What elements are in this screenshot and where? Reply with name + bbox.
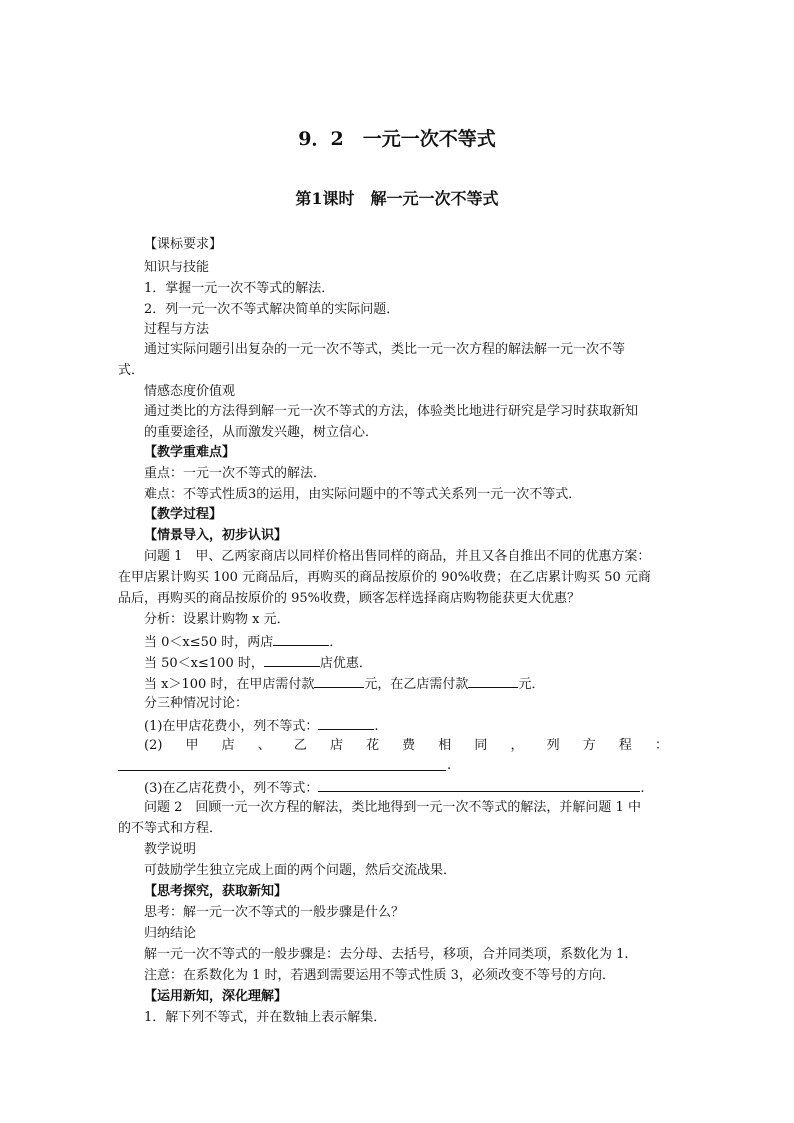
subheading-knowledge: 知识与技能 — [144, 260, 210, 275]
lesson-subtitle: 第1课时 解一元一次不等式 — [295, 189, 499, 208]
knowledge-item-1: 1．掌握一元一次不等式的解法． — [144, 281, 335, 296]
subheading-process: 过程与方法 — [144, 322, 210, 337]
key-point-difficulty: 难点：不等式性质3的运用，由实际问题中的不等式关系列一元一次不等式． — [144, 487, 582, 502]
think-question: 思考：解一元一次不等式的一般步骤是什么？ — [144, 905, 405, 920]
answer-blank — [314, 675, 364, 688]
teaching-note-text: 可鼓励学生独立完成上面的两个问题，然后交流战果． — [144, 863, 457, 878]
case-2-line: 当 50＜x≤100 时， 店优惠． — [144, 656, 372, 671]
section-heading-key-points: 【教学重难点】 — [144, 445, 236, 460]
analysis-line: 分析：设累计购物 x 元． — [144, 612, 290, 627]
case-3-line: 当 x＞100 时，在甲店需付款 元，在乙店需付款 元． — [144, 677, 545, 692]
discussion-item-1: (1)在甲店花费小，列不等式： . — [144, 719, 379, 734]
attitude-paragraph-line-1: 通过类比的方法得到解一元一次不等式的方法，体验类比地进行研究是学习时获取新知 — [144, 404, 639, 419]
discussion-intro: 分三种情况讨论： — [144, 696, 249, 711]
section-heading-apply: 【运用新知，深化理解】 — [144, 989, 288, 1004]
answer-blank — [318, 717, 374, 730]
problem-1-line-3: 品后，再购买的商品按原价的 95%收费，顾客怎样选择商店购物能获更大优惠？ — [118, 591, 581, 606]
problem-2-line-1: 问题 2 回顾一元一次方程的解法，类比地得到一元一次不等式的解法，并解问题 1 中 — [144, 800, 641, 815]
conclusion-note: 注意：在系数化为 1 时，若遇到需要运用不等式性质 3，必须改变不等号的方向． — [144, 968, 615, 983]
case-1-line: 当 0＜x≤50 时，两店 ． — [144, 635, 343, 650]
discussion-item-2: (2) 甲 店 、 乙 店 花 费 相 同 ， 列 方 程 ： — [144, 738, 668, 753]
subheading-attitude: 情感态度价值观 — [144, 384, 236, 399]
process-paragraph-line-2: 式． — [118, 363, 145, 378]
subheading-teaching-note: 教学说明 — [144, 842, 197, 857]
conclusion-steps: 解一元一次不等式的一般步骤是：去分母、去括号，移项，合并同类项，系数化为 1. — [144, 947, 629, 962]
knowledge-item-2: 2．列一元一次不等式解决简单的实际问题． — [144, 302, 400, 317]
section-heading-explore: 【思考探究，获取新知】 — [144, 884, 288, 899]
answer-blank — [264, 654, 320, 667]
page-title: 9．2 一元一次不等式 — [298, 128, 496, 150]
answer-blank — [318, 779, 640, 792]
answer-blank — [118, 770, 446, 771]
apply-item-1: 1．解下列不等式，并在数轴上表示解集． — [144, 1010, 387, 1025]
key-point-focus: 重点：一元一次不等式的解法． — [144, 466, 327, 481]
problem-1-line-2: 在甲店累计购买 100 元商品后，再购买的商品按原价的 90%收费；在乙店累计购买 50 元商 — [118, 570, 651, 585]
attitude-paragraph-line-2: 的重要途径，从而激发兴趣，树立信心． — [144, 425, 379, 440]
answer-blank — [468, 675, 518, 688]
section-heading-requirements: 【课标要求】 — [144, 237, 223, 252]
process-paragraph-line-1: 通过实际问题引出复杂的一元一次不等式，类比一元一次方程的解法解一元一次不等 — [144, 342, 626, 357]
discussion-item-2-end: . — [447, 758, 452, 773]
problem-2-line-2: 的不等式和方程． — [118, 821, 223, 836]
discussion-item-3: (3)在乙店花费小，列不等式： . — [144, 781, 645, 796]
section-heading-intro: 【情景导入，初步认识】 — [144, 528, 288, 543]
section-heading-teaching: 【教学过程】 — [144, 507, 223, 522]
subheading-conclusion: 归纳结论 — [144, 926, 197, 941]
answer-blank — [273, 633, 329, 646]
problem-1-line-1: 问题 1 甲、乙两家商店以同样价格出售同样的商品，并且又各自推出不同的优惠方案： — [144, 549, 651, 564]
